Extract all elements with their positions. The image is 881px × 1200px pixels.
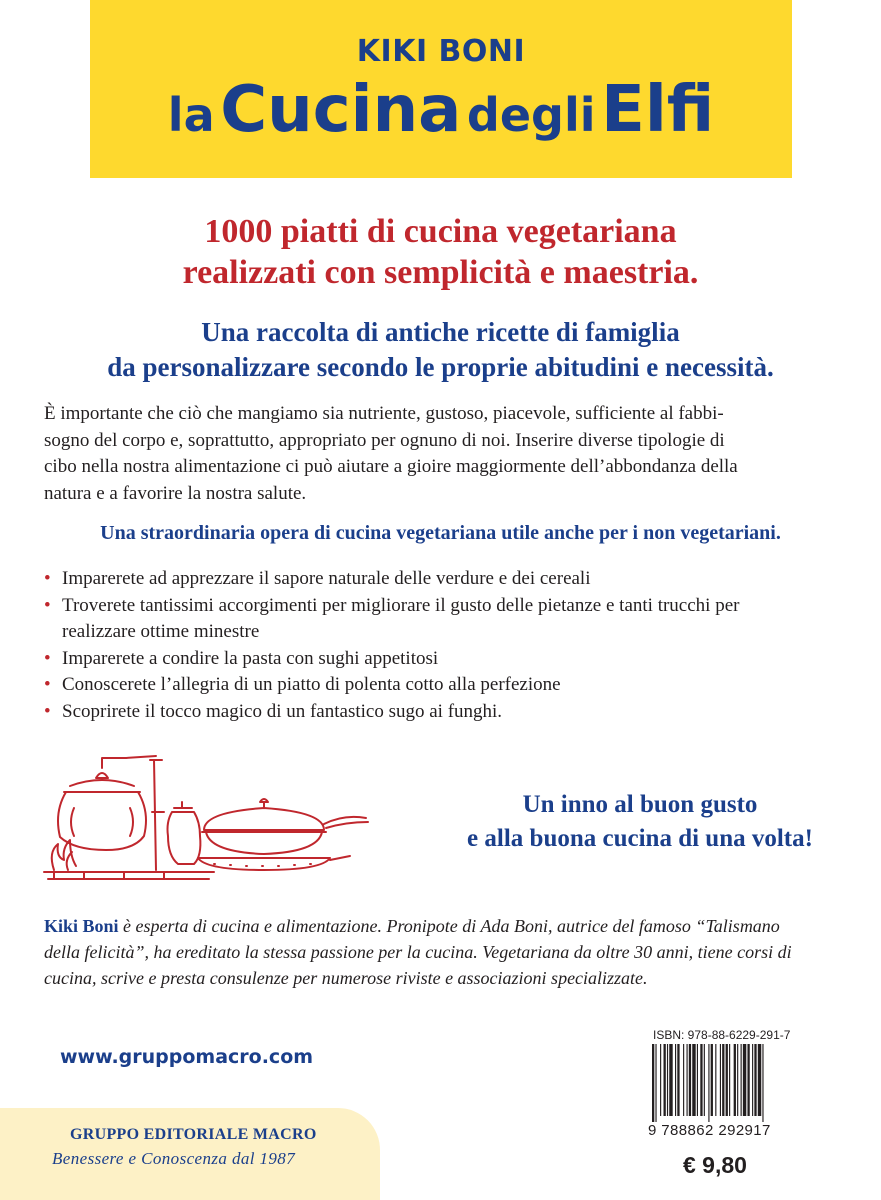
- benefits-list: [44, 566, 844, 725]
- bullet-icon: •: [44, 674, 51, 695]
- bullet-icon: •: [44, 647, 51, 669]
- slogan-line-1: Un inno al buon gusto: [522, 791, 758, 818]
- headline-line-2: realizzati con semplicità e maestria.: [182, 254, 699, 291]
- price: € 9,80: [683, 1152, 747, 1178]
- intro-line-3: cibo nella nostra alimentazione ci può aiutare a gioire maggiormente dell’abbondanza della: [44, 456, 738, 477]
- bullet-icon: •: [44, 700, 51, 722]
- title-word-degli: degli: [466, 88, 596, 142]
- list-item: [44, 646, 844, 673]
- list-item-text: Imparerete a condire la pasta con sughi appetitosi: [62, 647, 439, 669]
- title-word-elfi: Elfi: [601, 73, 715, 147]
- intro-line-1: È importante che ciò che mangiamo sia nutriente, gustoso, piacevole, sufficiente al fabbi-: [44, 403, 724, 424]
- slogan-line-2: e alla buona cucina di una volta!: [467, 825, 813, 852]
- publisher-tagline: Benessere e Conoscenza dal 1987: [52, 1149, 296, 1168]
- author-bio: [44, 913, 844, 991]
- author-name: KIKI BONI: [356, 34, 526, 69]
- list-item-text: Conoscerete l’allegria di un piatto di polenta cotto alla perfezione: [62, 674, 561, 695]
- subheadline-line-1: Una raccolta di antiche ricette di famiglia: [201, 317, 680, 347]
- main-headline: [0, 211, 881, 293]
- publisher-website-link[interactable]: www.gruppomacro.com: [60, 1046, 314, 1068]
- bullet-icon: •: [44, 594, 51, 616]
- list-item: [44, 593, 844, 646]
- bio-author-name: Kiki Boni: [44, 916, 119, 936]
- title-word-cucina: Cucina: [220, 73, 462, 147]
- cooking-pots-illustration-icon: [34, 752, 374, 887]
- title-word-la: la: [167, 88, 215, 142]
- list-item: [44, 672, 844, 699]
- barcode-digits: 9 788862 292917: [648, 1122, 771, 1139]
- list-item: [44, 566, 844, 593]
- book-title: [90, 73, 792, 147]
- isbn-label: ISBN: 978-88-6229-291-7: [653, 1028, 791, 1042]
- list-item-text: Scoprirete il tocco magico di un fantastico sugo ai funghi.: [62, 700, 503, 722]
- bullet-icon: •: [44, 568, 51, 589]
- list-item-text: Imparerete ad apprezzare il sapore naturale delle verdure e dei cereali: [62, 568, 591, 589]
- slogan: [420, 788, 860, 856]
- intro-line-4: natura e a favorire la nostra salute.: [44, 482, 307, 504]
- highlight-statement: Una straordinaria opera di cucina vegetariana utile anche per i non vegetariani.: [100, 522, 781, 544]
- list-item-text: Troverete tantissimi accorgimenti per migliorare il gusto delle pietanze e tanti trucchi per: [62, 594, 740, 616]
- intro-line-2: sogno del corpo e, soprattutto, appropriato per ognuno di noi. Inserire diverse tipologie di: [44, 429, 725, 451]
- subheadline: [0, 315, 881, 385]
- intro-paragraph: [44, 401, 840, 507]
- bio-line-2: della felicità”, ha ereditato la stessa passione per la cucina. Vegetariana da oltre 30 anni, tiene corsi di: [44, 942, 792, 962]
- list-item-text-continued: realizzare ottime minestre: [62, 621, 260, 642]
- bio-line-3: cucina, scrive e presta consulenze per numerose riviste e associazioni specializzate.: [44, 968, 648, 988]
- subheadline-line-2: da personalizzare secondo le proprie abitudini e necessità.: [107, 352, 774, 382]
- barcode-icon: [650, 1044, 830, 1122]
- list-item: [44, 699, 844, 726]
- headline-line-1: 1000 piatti di cucina vegetariana: [204, 213, 677, 250]
- title-banner: [90, 0, 792, 178]
- publisher-name: GRUPPO EDITORIALE MACRO: [70, 1126, 317, 1143]
- bio-line-1-text: è esperta di cucina e alimentazione. Pronipote di Ada Boni, autrice del famoso “Talismano: [118, 916, 780, 936]
- bio-line-1: [44, 913, 844, 939]
